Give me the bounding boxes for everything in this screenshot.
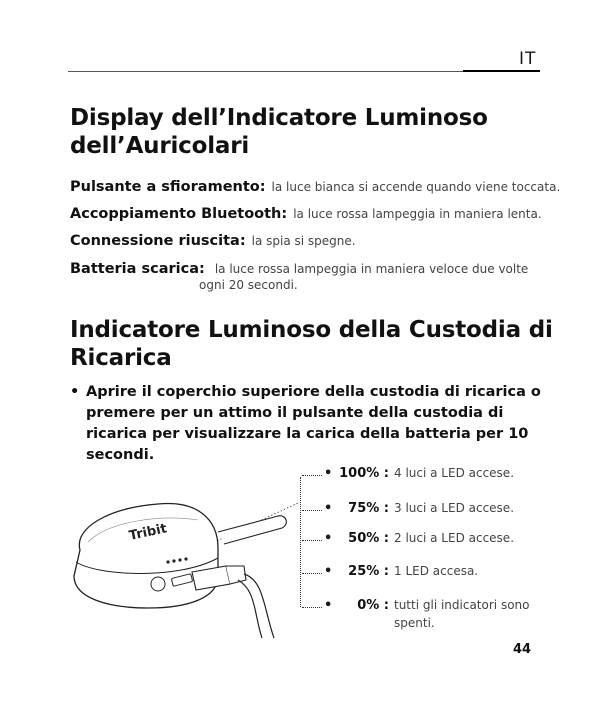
earbud-led-row-low-battery: Batteria scarica: la luce rossa lampeggia in maniera veloce due volte xyxy=(70,261,529,277)
earbud-led-row-low-battery-cont: ogni 20 secondi. xyxy=(199,278,298,292)
page-number: 44 xyxy=(513,642,532,657)
level-row-0: • 0% : xyxy=(300,598,389,616)
earbud-led-row-touch: Pulsante a sfioramento: la luce bianca si accende quando viene toccata. xyxy=(70,179,561,195)
bullet-icon: • xyxy=(70,384,80,400)
earbud-led-row-connected: Connessione riuscita: la spia si spegne. xyxy=(70,233,356,249)
level-row-50: • 50% : xyxy=(300,531,389,549)
level-row-25: • 25% : xyxy=(300,564,389,582)
header-rule-thin xyxy=(68,71,463,72)
language-tag: IT xyxy=(519,49,537,69)
charging-case-icon xyxy=(68,480,308,640)
level-row-75: • 75% : xyxy=(300,501,389,519)
section-title-earbud-led: Display dell’Indicatore Luminoso dell’Auricolari xyxy=(70,105,488,159)
svg-text:Tribit: Tribit xyxy=(127,521,169,544)
instruction-bullet: • Aprire il coperchio superiore della custodia di ricarica o premere per un attimo il pulsante della custodia di ricarica per visualizzare la carica della batteria per 10 secondi. xyxy=(70,384,541,463)
level-bullet-icon: • xyxy=(324,501,333,516)
level-bullet-icon: • xyxy=(324,531,333,546)
level-bullet-icon: • xyxy=(324,466,333,481)
level-row-100: • 100% : xyxy=(300,466,389,484)
level-bullet-icon: • xyxy=(324,564,333,579)
section-title-case-led: Indicatore Luminoso della Custodia di Ricarica xyxy=(70,317,553,371)
header-rule-thick xyxy=(463,70,540,72)
level-bullet-icon: • xyxy=(324,598,333,613)
earbud-led-row-pairing: Accoppiamento Bluetooth: la luce rossa lampeggia in maniera lenta. xyxy=(70,206,542,222)
